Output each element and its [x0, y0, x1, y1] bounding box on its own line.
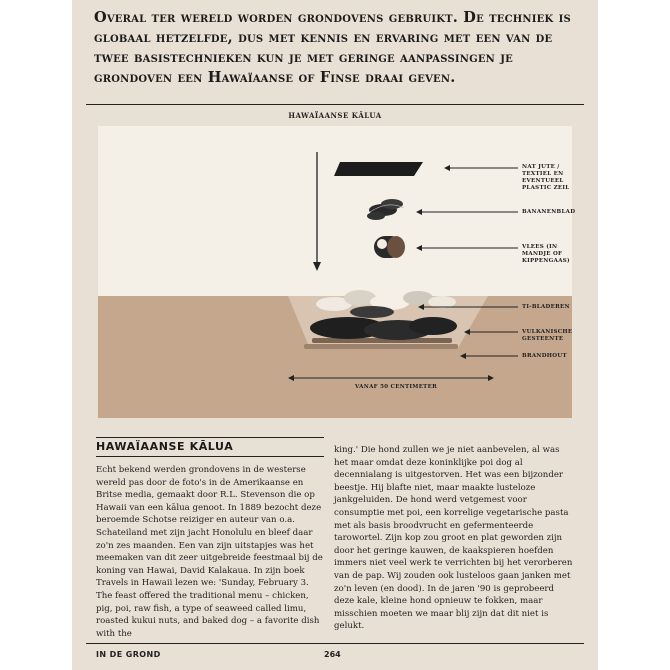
column-2-text: king.' Die hond zullen we je niet aanbevelen, al was het maar omdat deze koninklijke poi dog al decennialang is uitgestorven. Het was een bijzonder beestje. Hij blafte niet, maar maakte lusteloze jankgeluiden. De hond werd vetgemest voor consumptie met poi, een korrelige vegetarische pasta met als basis broodvrucht en gefermenteerde tarowortel. Zijn kop zou groot en plat geworden zijn door het geringe kauwen, de kaakspieren hoefden immers niet veel werk te verrichten bij het verorberen van de pap. Wij zouden ook lusteloos gaan janken met zo'n leven (en dood). In de jaren '90 is geprobeerd deze kale, kleine hond opnieuw te fokken, maar misschien moeten we maar blij zijn dat dit niet is gelukt. — [334, 445, 573, 632]
jute-layer-shape — [334, 162, 423, 176]
figure-title: HAWAÏAANSE KĀLUA — [288, 111, 382, 120]
footer-section-title: IN DE GROND — [96, 650, 161, 659]
meat-shape — [374, 236, 405, 258]
label-ti-leaves: TI-BLADEREN — [522, 304, 570, 310]
kalua-diagram — [98, 126, 576, 418]
book-page — [72, 0, 598, 670]
label-width: VANAF 50 CENTIMETER — [355, 384, 437, 390]
label-volcanic-stones: VULKANISCHE GESTEENTE — [522, 329, 573, 342]
page-number: 264 — [324, 650, 341, 659]
heading-rule — [96, 437, 324, 438]
column-1-text: Echt bekend werden grondovens in de westerse wereld pas door de foto's in de Amerikaanse en Britse media, gemaakt door R.L. Stevenson die op Hawaii van een kālua genoot. In 1889 bezocht deze beroemde Schotse reiziger en auteur van o.a. Schateiland met zijn jacht Honolulu en bleef daar zo'n zes maanden. Een van zijn uitstapjes was het meemaken van dit zeer uitgebreide feestmaal bij de koning van Hawai, David Kalakaua. In zijn boek Travels in Hawaii lezen we: 'Sunday, February 3. The feast offered the traditional menu – chicken, pig, poi, raw fish, a type of seaweed called limu, roasted kukui nuts, and baked dog – a favorite dish with the — [96, 465, 323, 639]
article-heading: HAWAÏAANSE KĀLUA — [96, 440, 234, 453]
label-firewood: BRANDHOUT — [522, 353, 567, 359]
diagram-illustration — [98, 126, 576, 418]
footer-rule — [86, 643, 584, 644]
article-column-2 — [334, 444, 574, 633]
banana-leaf-shape — [367, 199, 404, 220]
heading-underline — [96, 456, 324, 457]
label-meat: VLEES (IN MANDJE OF KIPPENGAAS) — [522, 244, 570, 264]
label-jute: NAT JUTE / TEXTIEL EN EVENTUEEL PLASTIC ZEIL — [522, 164, 570, 191]
top-rule — [86, 104, 584, 105]
article-column-1 — [96, 464, 324, 640]
intro-paragraph: Overal ter wereld worden grondovens gebruikt. De techniek is globaal hetzelfde, dus met kennis en ervaring met een van de twee basistechnieken kun je met geringe aanpassingen je grondoven een Hawaïaanse of Finse draai geven. — [94, 9, 571, 86]
down-arrow-head — [313, 262, 321, 271]
label-banana-leaf: BANANENBLAD — [522, 209, 576, 215]
